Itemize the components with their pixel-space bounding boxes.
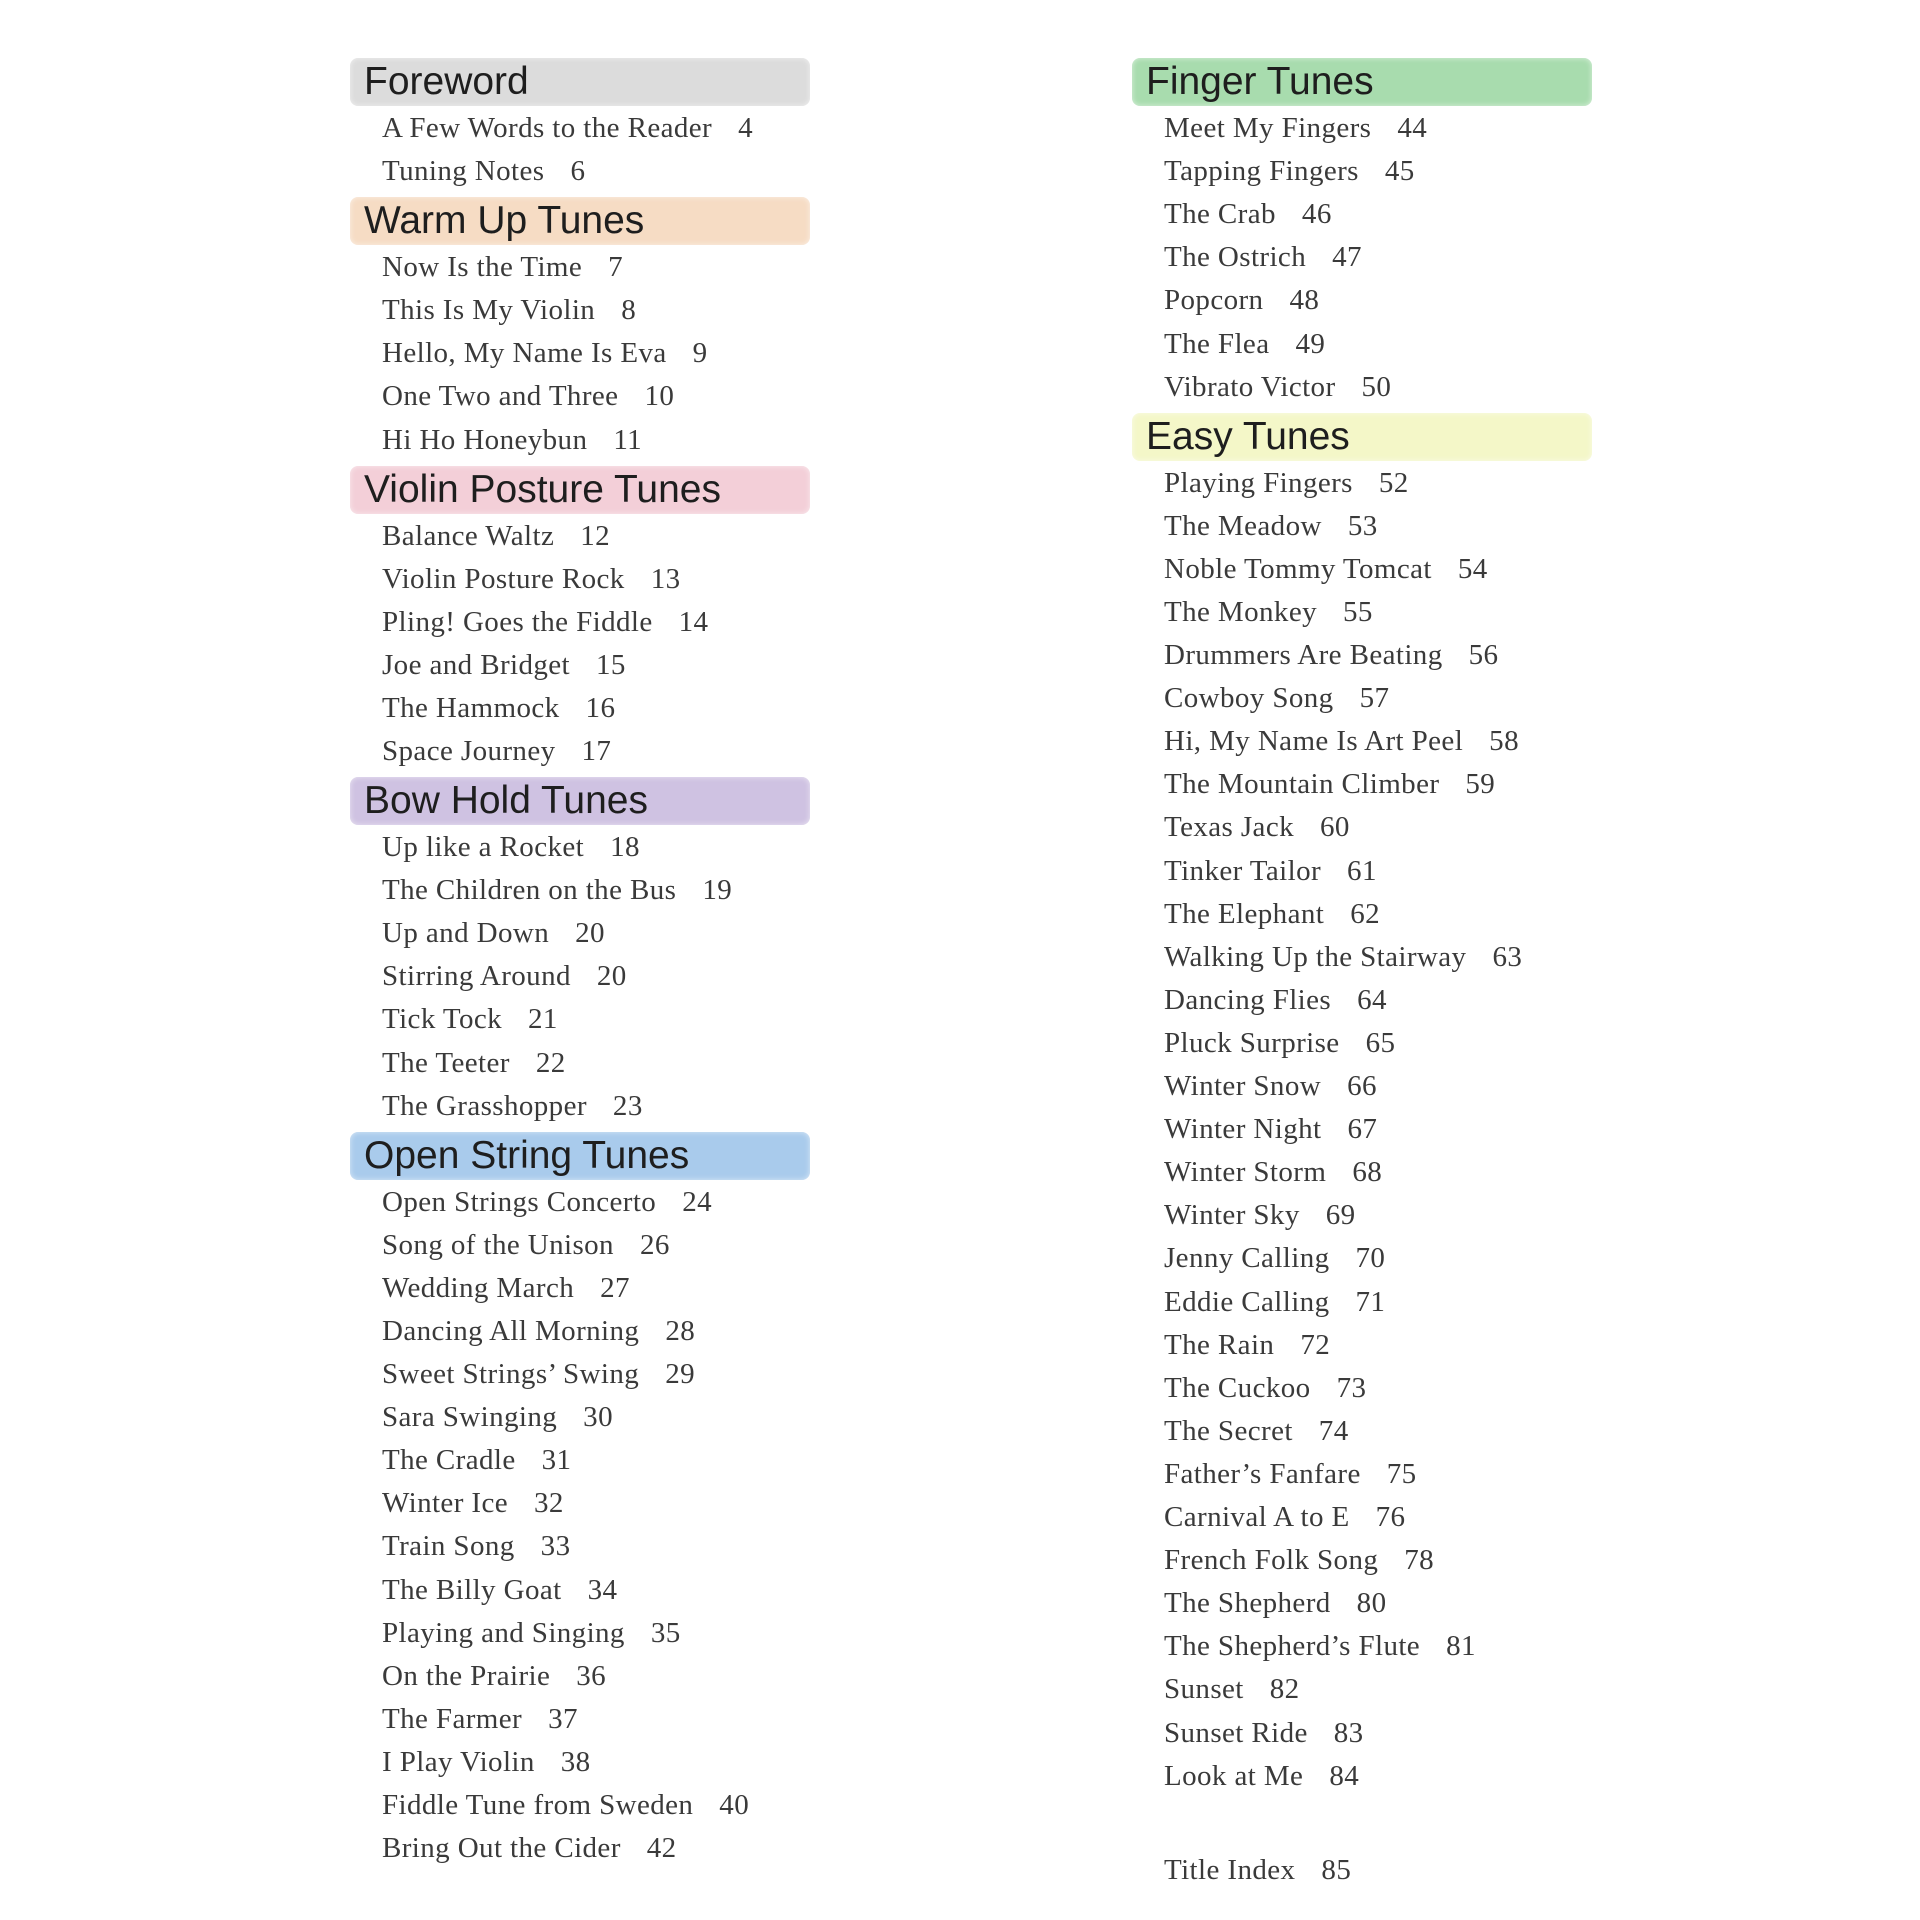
- page-number: 9: [692, 337, 708, 370]
- toc-entry[interactable]: [1164, 982, 1387, 1018]
- page-number: 19: [702, 874, 733, 907]
- page-number: 44: [1397, 112, 1428, 144]
- entry-title: Dancing Flies: [1164, 983, 1332, 1016]
- page-number: 33: [540, 1530, 571, 1563]
- section-header-foreword: Foreword: [350, 58, 810, 106]
- toc-entry[interactable]: [1164, 1413, 1349, 1449]
- page-number: 16: [585, 691, 616, 724]
- toc-entry[interactable]: [382, 1615, 681, 1651]
- entry-title: Drummers Are Beating: [1164, 639, 1443, 671]
- page-number: 22: [535, 1046, 566, 1079]
- entry-title: I Play Violin: [382, 1745, 535, 1778]
- toc-entry[interactable]: [1164, 939, 1522, 975]
- toc-entry[interactable]: [382, 561, 681, 597]
- entry-title: Pling! Goes the Fiddle: [382, 605, 653, 638]
- page-number: 24: [682, 1185, 713, 1218]
- page-number: 21: [528, 1003, 558, 1036]
- entry-title: Up like a Rocket: [382, 831, 585, 863]
- entry-title: Winter Night: [1164, 1113, 1322, 1146]
- entry-title: Sweet Strings’ Swing: [382, 1358, 640, 1390]
- page-number: 35: [650, 1616, 681, 1649]
- toc-entry[interactable]: [1164, 110, 1427, 146]
- entry-title: The Secret: [1164, 1414, 1293, 1447]
- toc-entry[interactable]: [382, 1001, 558, 1037]
- toc-entry[interactable]: [1164, 1628, 1476, 1664]
- toc-entry[interactable]: [382, 1356, 695, 1392]
- page-number: 78: [1404, 1544, 1435, 1577]
- entry-title: The Rain: [1164, 1328, 1275, 1361]
- toc-entry[interactable]: [1164, 896, 1380, 932]
- page-number: 18: [610, 831, 640, 863]
- entry-title: The Hammock: [382, 691, 560, 724]
- toc-entry[interactable]: [1164, 766, 1495, 802]
- entry-title: Sunset Ride: [1164, 1716, 1308, 1749]
- page-number: 32: [534, 1487, 564, 1520]
- toc-entry[interactable]: [382, 1485, 564, 1521]
- page-number: 20: [575, 917, 605, 950]
- toc-entry[interactable]: [1164, 1197, 1356, 1233]
- toc-entry[interactable]: [382, 1184, 712, 1220]
- toc-entry[interactable]: [1164, 723, 1519, 759]
- entry-title: Tick Tock: [382, 1003, 503, 1036]
- toc-entry[interactable]: [382, 292, 636, 328]
- entry-title: Tinker Tailor: [1164, 854, 1322, 887]
- entry-title: The Grasshopper: [382, 1089, 587, 1122]
- entry-title: French Folk Song: [1164, 1544, 1379, 1577]
- page-number: 85: [1321, 1854, 1352, 1886]
- entry-title: Winter Ice: [382, 1487, 509, 1520]
- page-number: 57: [1359, 682, 1390, 715]
- page-number: 14: [678, 605, 709, 638]
- entry-title: Playing and Singing: [382, 1616, 625, 1649]
- entry-title: Now Is the Time: [382, 251, 583, 284]
- page-number: 4: [738, 112, 754, 144]
- entry-title: Hello, My Name Is Eva: [382, 337, 667, 370]
- page-number: 60: [1320, 811, 1350, 844]
- entry-title: A Few Words to the Reader: [382, 112, 713, 144]
- entry-title: This Is My Violin: [382, 294, 596, 327]
- toc-entry[interactable]: [1164, 465, 1409, 501]
- entry-title: Noble Tommy Tomcat: [1164, 552, 1432, 585]
- toc-entry[interactable]: [382, 690, 615, 726]
- toc-entry[interactable]: [1164, 1671, 1300, 1707]
- entry-title: Father’s Fanfare: [1164, 1457, 1361, 1490]
- entry-title: Winter Storm: [1164, 1156, 1327, 1189]
- toc-entry[interactable]: [1164, 551, 1488, 587]
- toc-entry[interactable]: [382, 1227, 670, 1263]
- toc-entry[interactable]: [382, 1787, 749, 1823]
- toc-entry[interactable]: [1164, 594, 1373, 630]
- page-number: 83: [1333, 1716, 1364, 1749]
- entry-title: Playing Fingers: [1164, 466, 1353, 499]
- entry-title: Bring Out the Cider: [382, 1832, 621, 1865]
- toc-entry[interactable]: [1164, 1542, 1434, 1578]
- entry-title: Winter Snow: [1164, 1070, 1322, 1102]
- page-number: 28: [665, 1314, 696, 1347]
- entry-title: One Two and Three: [382, 380, 619, 413]
- page-number: 6: [570, 155, 586, 188]
- page-number: 56: [1468, 639, 1499, 671]
- entry-title: Vibrato Victor: [1164, 370, 1336, 403]
- entry-title: Balance Waltz: [382, 519, 555, 552]
- toc-entry[interactable]: [1164, 326, 1325, 362]
- page-number: 42: [646, 1832, 677, 1865]
- entry-title: The Ostrich: [1164, 241, 1307, 274]
- page-number: 61: [1347, 854, 1377, 887]
- entry-title: Eddie Calling: [1164, 1285, 1330, 1318]
- entry-title: Up and Down: [382, 917, 550, 950]
- page-number: 54: [1457, 552, 1488, 585]
- page-number: 69: [1325, 1199, 1356, 1232]
- page-number: 65: [1365, 1026, 1396, 1059]
- page-number: 15: [596, 648, 626, 681]
- entry-title: The Billy Goat: [382, 1573, 562, 1606]
- toc-entry[interactable]: [382, 1270, 630, 1306]
- page-number: 47: [1332, 241, 1362, 274]
- page-number: 80: [1356, 1587, 1387, 1620]
- page-number: 40: [719, 1789, 750, 1821]
- page-number: 75: [1386, 1457, 1417, 1490]
- toc-entry[interactable]: [1164, 809, 1350, 845]
- page-number: 48: [1289, 284, 1320, 317]
- toc-entry[interactable]: [1164, 1327, 1330, 1363]
- page-number: 59: [1465, 768, 1496, 801]
- page-number: 8: [621, 294, 637, 327]
- entry-title: Dancing All Morning: [382, 1314, 640, 1347]
- toc-entry[interactable]: [382, 1399, 613, 1435]
- toc-entry[interactable]: [382, 647, 626, 683]
- entry-title: The Elephant: [1164, 897, 1325, 930]
- toc-entry[interactable]: [382, 1701, 578, 1737]
- entry-title: Fiddle Tune from Sweden: [382, 1789, 694, 1821]
- entry-title: Texas Jack: [1164, 811, 1294, 844]
- toc-entry[interactable]: [1164, 1715, 1364, 1751]
- entry-title: Song of the Unison: [382, 1228, 614, 1261]
- toc-entry[interactable]: [1164, 1585, 1386, 1621]
- toc-entry[interactable]: [1164, 637, 1498, 673]
- toc-entry[interactable]: [382, 915, 605, 951]
- page-number: 62: [1350, 897, 1381, 930]
- toc-entry[interactable]: [382, 335, 708, 371]
- page-number: 70: [1355, 1242, 1386, 1275]
- page-number: 71: [1355, 1285, 1386, 1318]
- page-number: 34: [587, 1573, 618, 1606]
- section-header-violin-posture-tunes: Violin Posture Tunes: [350, 466, 810, 514]
- page-number: 67: [1347, 1113, 1378, 1146]
- toc-entry[interactable]: [1164, 1499, 1405, 1535]
- page-number: 36: [576, 1659, 607, 1692]
- toc-entry[interactable]: [1164, 1025, 1395, 1061]
- page-number: 11: [613, 423, 643, 456]
- entry-title: The Farmer: [382, 1702, 523, 1735]
- toc-entry[interactable]: [382, 153, 585, 189]
- toc-entry[interactable]: [382, 422, 642, 458]
- toc-entry[interactable]: [1164, 1154, 1382, 1190]
- entry-title: The Mountain Climber: [1164, 768, 1440, 801]
- entry-title: Winter Sky: [1164, 1199, 1300, 1232]
- toc-entry[interactable]: [1164, 1284, 1385, 1320]
- toc-entry[interactable]: [382, 110, 753, 146]
- entry-title: Meet My Fingers: [1164, 112, 1372, 144]
- page-number: 49: [1295, 327, 1326, 360]
- entry-title: The Meadow: [1164, 509, 1322, 542]
- toc-entry[interactable]: [382, 733, 611, 769]
- toc-entry[interactable]: [382, 1088, 643, 1124]
- entry-title: The Cuckoo: [1164, 1371, 1311, 1404]
- toc-entry[interactable]: [1164, 853, 1377, 889]
- toc-entry[interactable]: [1164, 508, 1378, 544]
- entry-title: On the Prairie: [382, 1659, 551, 1692]
- entry-title: Cowboy Song: [1164, 682, 1334, 715]
- toc-entry[interactable]: [1164, 1240, 1385, 1276]
- toc-entry[interactable]: [382, 1528, 570, 1564]
- entry-title: Sara Swinging: [382, 1401, 558, 1434]
- toc-entry[interactable]: [1164, 1758, 1359, 1794]
- page-number: 30: [583, 1401, 613, 1434]
- page-number: 23: [612, 1089, 643, 1122]
- toc-entry[interactable]: [382, 518, 610, 554]
- page-number: 66: [1347, 1070, 1377, 1102]
- page-number: 81: [1446, 1630, 1476, 1663]
- page-number: 58: [1489, 725, 1519, 758]
- page-number: 76: [1375, 1501, 1406, 1533]
- entry-title: The Cradle: [382, 1444, 516, 1477]
- page-number: 46: [1301, 198, 1332, 231]
- page-number: 50: [1361, 370, 1392, 403]
- entry-title: The Flea: [1164, 327, 1270, 360]
- entry-title: The Shepherd’s Flute: [1164, 1630, 1421, 1663]
- entry-title: The Monkey: [1164, 595, 1317, 628]
- entry-title: Tapping Fingers: [1164, 155, 1359, 188]
- entry-title: Pluck Surprise: [1164, 1026, 1340, 1059]
- entry-title: Space Journey: [382, 735, 556, 767]
- page-number: 37: [548, 1702, 578, 1735]
- page-number: 73: [1336, 1371, 1367, 1404]
- toc-entry[interactable]: [1164, 282, 1319, 318]
- toc-entry[interactable]: [1164, 196, 1332, 232]
- toc-entry[interactable]: [382, 1442, 571, 1478]
- page-number: 29: [665, 1358, 696, 1390]
- entry-title: Title Index: [1164, 1854, 1296, 1886]
- entry-title: Open Strings Concerto: [382, 1185, 657, 1218]
- toc-entry[interactable]: [1164, 1068, 1377, 1104]
- entry-title: Walking Up the Stairway: [1164, 940, 1467, 973]
- entry-title: Look at Me: [1164, 1759, 1304, 1792]
- page-number: 13: [650, 562, 681, 595]
- page-number: 38: [560, 1745, 591, 1778]
- page-number: 10: [644, 380, 675, 413]
- toc-entry[interactable]: [382, 1658, 606, 1694]
- page-number: 82: [1269, 1673, 1300, 1706]
- entry-title: The Shepherd: [1164, 1587, 1331, 1620]
- page-number: 64: [1357, 983, 1387, 1016]
- toc-entry[interactable]: [382, 958, 627, 994]
- entry-title: Wedding March: [382, 1271, 575, 1304]
- toc-entry[interactable]: [1164, 1111, 1377, 1147]
- page-number: 20: [596, 960, 627, 993]
- toc-entry[interactable]: [382, 1313, 695, 1349]
- page-number: 63: [1492, 940, 1523, 973]
- toc-entry[interactable]: [1164, 680, 1389, 716]
- entry-title: Hi, My Name Is Art Peel: [1164, 725, 1464, 758]
- page-number: 74: [1318, 1414, 1349, 1447]
- page-number: 84: [1329, 1759, 1360, 1792]
- toc-entry[interactable]: [382, 829, 640, 865]
- section-header-easy-tunes: Easy Tunes: [1132, 413, 1592, 461]
- page-number: 17: [581, 735, 612, 767]
- section-header-finger-tunes: Finger Tunes: [1132, 58, 1592, 106]
- toc-entry[interactable]: [382, 872, 732, 908]
- toc-entry[interactable]: [1164, 1370, 1366, 1406]
- page-number: 27: [600, 1271, 630, 1304]
- toc-entry[interactable]: [1164, 369, 1391, 405]
- entry-title: Stirring Around: [382, 960, 571, 993]
- page-number: 31: [541, 1444, 572, 1477]
- entry-title: Carnival A to E: [1164, 1501, 1350, 1533]
- page-number: 68: [1352, 1156, 1383, 1189]
- toc-entry-title-index[interactable]: [1164, 1852, 1351, 1888]
- entry-title: Violin Posture Rock: [382, 562, 625, 595]
- entry-title: Tuning Notes: [382, 155, 545, 188]
- entry-title: Sunset: [1164, 1673, 1244, 1706]
- toc-entry[interactable]: [1164, 1456, 1417, 1492]
- toc-entry[interactable]: [1164, 153, 1415, 189]
- entry-title: The Teeter: [382, 1046, 510, 1079]
- page-number: 12: [580, 519, 611, 552]
- entry-title: Popcorn: [1164, 284, 1264, 317]
- toc-entry[interactable]: [382, 378, 674, 414]
- toc-entry[interactable]: [382, 604, 708, 640]
- section-header-bow-hold-tunes: Bow Hold Tunes: [350, 777, 810, 825]
- toc-entry[interactable]: [1164, 239, 1362, 275]
- entry-title: The Crab: [1164, 198, 1276, 231]
- toc-entry[interactable]: [382, 1744, 591, 1780]
- section-header-warm-up-tunes: Warm Up Tunes: [350, 197, 810, 245]
- page-number: 52: [1378, 466, 1409, 499]
- entry-title: Joe and Bridget: [382, 648, 571, 681]
- section-header-open-string-tunes: Open String Tunes: [350, 1132, 810, 1180]
- entry-title: Jenny Calling: [1164, 1242, 1330, 1275]
- page-number: 53: [1347, 509, 1378, 542]
- toc-entry[interactable]: [382, 1045, 566, 1081]
- toc-entry[interactable]: [382, 1572, 617, 1608]
- page-number: 26: [639, 1228, 670, 1261]
- toc-entry[interactable]: [382, 249, 623, 285]
- entry-title: Train Song: [382, 1530, 515, 1563]
- page-number: 7: [608, 251, 624, 284]
- toc-entry[interactable]: [382, 1830, 677, 1866]
- page-number: 45: [1384, 155, 1415, 188]
- page-number: 55: [1343, 595, 1373, 628]
- entry-title: Hi Ho Honeybun: [382, 423, 588, 456]
- entry-title: The Children on the Bus: [382, 874, 677, 907]
- page-number: 72: [1300, 1328, 1331, 1361]
